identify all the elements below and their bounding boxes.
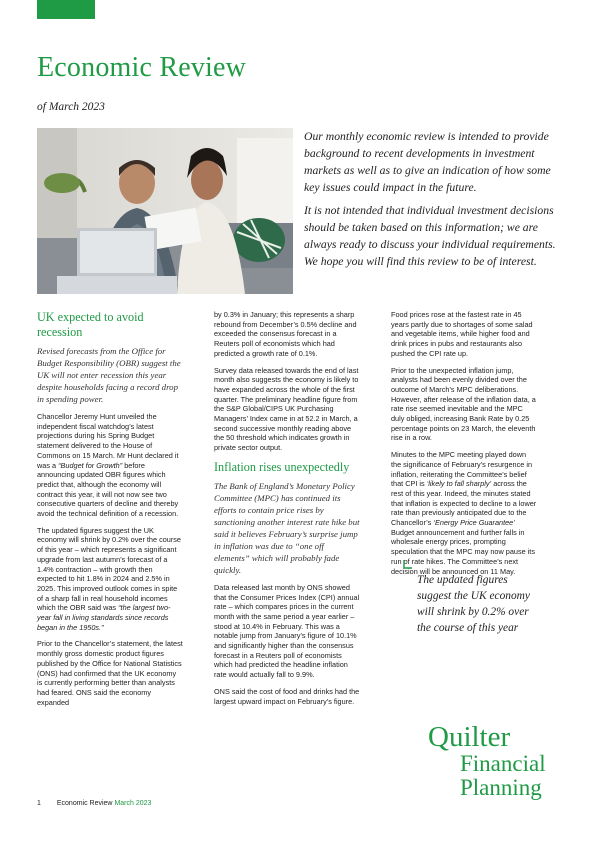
column-3	[391, 310, 537, 583]
body-paragraph: Minutes to the MPC meeting played down the significance of February’s resurgence in inflation, reiterating the Committee’s belief that CPI is ‘likely to fall sharply’ across the rest of this year. Indeed, the minutes stated that inflation is expected to decline to a lower rate than previously anticipated due to the Chancellor’s ‘Energy Price Guarantee’ Budget announcement and further falls in wholesale energy prices, prompting speculation that the MPC may now pause its run of rate hikes. The Committee’s next decision will be announced on 11 May.	[391, 450, 537, 576]
page-title: Economic Review	[37, 52, 247, 83]
section-lead: The Bank of England’s Monetary Policy Committee (MPC) has continued its efforts to contain price rises by sanctioning another interest rate hike but said it believes February’s surprise jump in inflation was due to “one off elements” which will probably fade quickly.	[214, 480, 360, 575]
section-heading: Inflation rises unexpectedly	[214, 459, 350, 474]
section-heading: UK expected to avoid recession	[37, 310, 144, 339]
brand-bar	[37, 0, 95, 19]
footer-label: Economic Review	[56, 800, 113, 807]
body-paragraph: by 0.3% in January; this represents a sharp rebound from December’s 0.5% decline and exceeded the consensus forecast in a Reuters poll of economists which had predicted a growth rate of 0.1%.	[214, 310, 357, 358]
body-paragraph: Survey data released towards the end of last month also suggests the economy is likely to have expanded across the whole of the first quarter. The preliminary headline figure from the S&P Global/CIPS UK Purchasing Managers’ Index came in at 52.2 in March, a second successive monthly reading above the 50 threshold which indicates growth in private sector output.	[214, 365, 359, 453]
body-paragraph: ONS said the cost of food and drinks had the largest upward impact on February’s figure.	[214, 686, 360, 706]
logo-line: Quilter	[428, 721, 511, 753]
body-paragraph: Data released last month by ONS showed that the Consumer Prices Index (CPI) annual rate – which compares prices in the current month with the same period a year earlier – stood at 10.4% in February. This was a notable jump from January’s figure of 10.1% and significantly higher than the consensus forecast in a Reuters poll of economists which had predicted the headline inflation rate would actually fall to 9.9%.	[214, 582, 360, 680]
footer-date: March 2023	[114, 800, 152, 807]
body-paragraph: The updated figures suggest the UK economy will shrink by 0.2% over the course of this year – which represents a significant upgrade from last autumn’s forecast of a 1.4% contraction – with growth then expected to hit 1.8% in 2024 and 2.5% in 2025. This improved outlook comes in spite of a sharp fall in real household incomes which the OBR said was “the largest two-year fall in living standards since records began in the 1950s.”	[37, 525, 181, 632]
column-2	[214, 310, 360, 713]
section-lead: Revised forecasts from the Office for Budget Responsibility (OBR) suggest the UK will not enter recession this year despite households facing a record drop in spending power.	[37, 346, 181, 404]
issue-date: of March 2023	[37, 101, 105, 113]
column-1	[37, 310, 183, 714]
body-paragraph: Prior to the Chancellor’s statement, the latest monthly gross domestic product figures published by the Office for National Statistics (ONS) had confirmed that the UK economy is currently performing better than analysts had feared. ONS said the economy expanded	[37, 639, 183, 707]
body-paragraph: Prior to the unexpected inflation jump, analysts had been evenly divided over the outcome of March’s MPC deliberations. However, after release of the inflation data, a rate rise seemed inevitable and the MPC duly obliged, increasing Bank Rate by 0.25 percentage points on 23 March, the eleventh rise in a row.	[391, 365, 536, 443]
intro-text	[304, 128, 556, 276]
quilter-logo	[428, 722, 558, 800]
couple-reviewing-finances-photo	[37, 128, 293, 294]
intro-paragraph: Our monthly economic review is intended to provide background to recent developments in investment markets as well as to give an indication of how some key issues could impact in the future.	[304, 130, 551, 194]
logo-line: Planning	[460, 775, 542, 800]
pullquote-corner-icon	[403, 559, 413, 569]
page-number: 1	[37, 800, 41, 807]
body-paragraph: Food prices rose at the fastest rate in 45 years partly due to shortages of some salad and vegetable items, while higher food and drink prices in pubs and restaurants also pushed the CPI rate up.	[391, 310, 533, 358]
intro-paragraph: It is not intended that individual investment decisions should be taken based on this information; we are always ready to discuss your individual requirements. We hope you will find this review to be of interest.	[304, 204, 556, 268]
body-paragraph: Chancellor Jeremy Hunt unveiled the independent fiscal watchdog’s latest projections during his Spring Budget statement delivered to the House of Commons on 15 March. Mr Hunt declared it was a “Budget for Growth” before announcing updated OBR figures which predict that, although the economy will contract this year, it will not now see two consecutive quarters of decline and thereby avoid the technical definition of a recession.	[37, 412, 179, 519]
logo-line: Financial	[460, 751, 546, 776]
page-footer	[37, 800, 151, 807]
pullquote: The updated figures suggest the UK economy will shrink by 0.2% over the course of this year	[417, 574, 530, 634]
